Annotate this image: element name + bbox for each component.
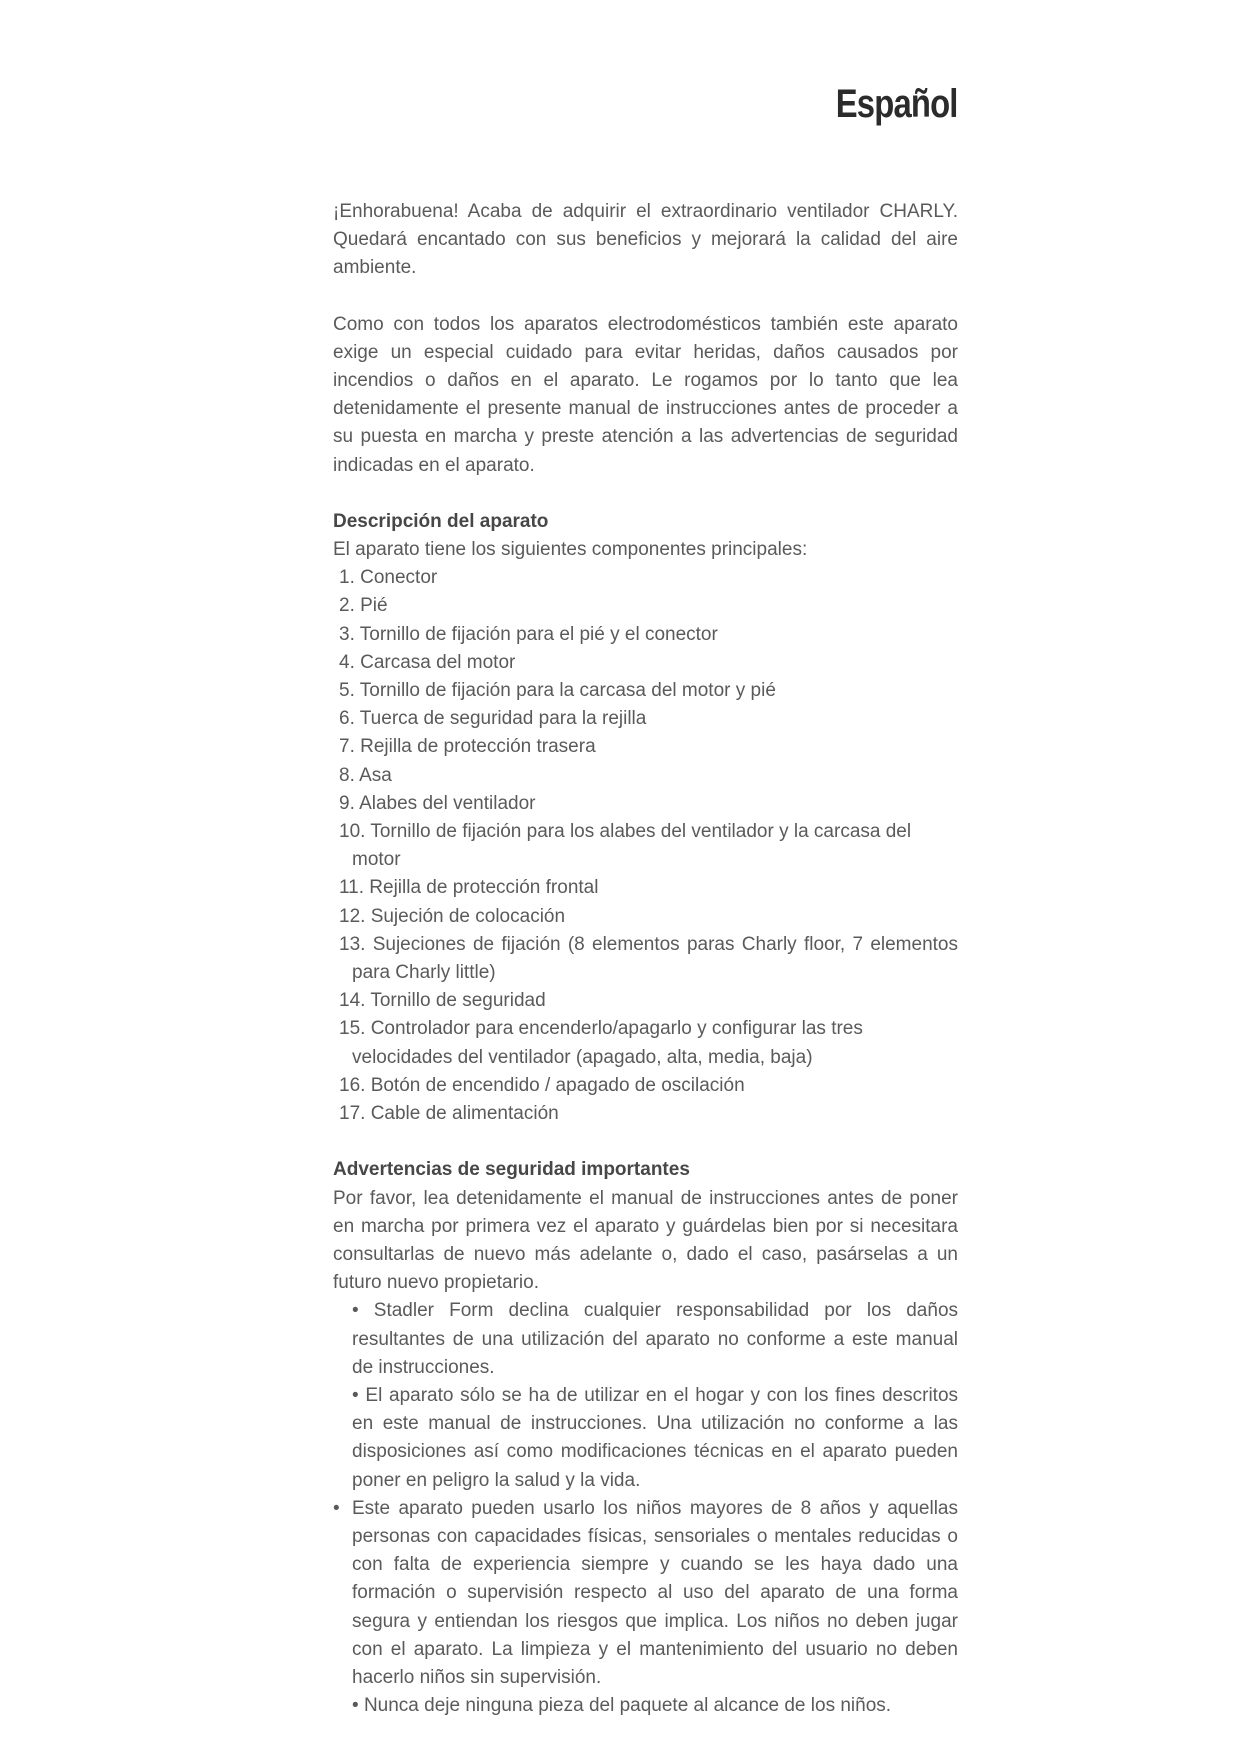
bullet-icon: • xyxy=(352,1384,359,1406)
bullet-icon: • xyxy=(352,1695,359,1717)
list-item: 14. Tornillo de seguridad xyxy=(339,990,546,1012)
bullet-text: Nunca deje ninguna pieza del paquete al alcance de los niños. xyxy=(363,1695,892,1717)
list-item: 15. Controlador para encenderlo/apagarlo y configurar las tres velocidades del ventilador (apagado, alta, media, baja) xyxy=(339,1018,863,1068)
list-item: 10. Tornillo de fijación para los alabes del ventilador y la carcasa del motor xyxy=(339,821,912,871)
bullet-icon: • xyxy=(333,1497,340,1519)
bullet-icon: • xyxy=(352,1300,359,1322)
components-list xyxy=(333,564,958,1128)
bullet-text: Stadler Form declina cualquier responsabilidad por los daños resultantes de una utilización del aparato no conforme a este manual de instrucciones. xyxy=(352,1300,959,1378)
main-content xyxy=(333,198,958,1720)
list-item: 17. Cable de alimentación xyxy=(339,1103,559,1125)
language-title: Español xyxy=(836,82,958,126)
list-item: 16. Botón de encendido / apagado de oscilación xyxy=(339,1074,745,1096)
safety-heading: Advertencias de seguridad importantes xyxy=(333,1159,690,1181)
safety-bullet xyxy=(333,1297,958,1382)
bullet-text: El aparato sólo se ha de utilizar en el hogar y con los fines descritos en este manual de instrucciones. Una utilización no conforme a las disposiciones así como modificaciones técnicas en el aparato pueden poner en peligro la salud y la vida. xyxy=(352,1384,959,1491)
list-item: 1. Conector xyxy=(339,567,438,589)
safety-bullet xyxy=(333,1382,958,1495)
safety-bullet xyxy=(333,1495,958,1692)
list-item: 5. Tornillo de fijación para la carcasa del motor y pié xyxy=(339,680,776,702)
description-heading: Descripción del aparato xyxy=(333,510,549,532)
intro-paragraph: ¡Enhorabuena! Acaba de adquirir el extraordinario ventilador CHARLY. Quedará encantado con sus beneficios y mejorará la calidad del aire ambiente. xyxy=(333,201,958,279)
list-item: 9. Alabes del ventilador xyxy=(339,792,536,814)
description-lead: El aparato tiene los siguientes componentes principales: xyxy=(333,539,808,561)
list-item: 13. Sujeciones de fijación (8 elementos paras Charly floor, 7 elementos para Charly little) xyxy=(339,933,958,984)
list-item: 2. Pié xyxy=(339,595,388,617)
bullet-text: Este aparato pueden usarlo los niños mayores de 8 años y aquellas personas con capacidades físicas, sensoriales o mentales reducidas o con falta de experiencia siempre y cuando se les haya dado una formación o supervisión respecto al uso del aparato de una forma segura y entiendan los riesgos que implica. Los niños no deben jugar con el aparato. La limpieza y el mantenimiento del usuario no deben hacerlo niños sin supervisión. xyxy=(352,1497,958,1688)
safety-lead: Por favor, lea detenidamente el manual de instrucciones antes de poner en marcha por primera vez el aparato y guárdelas bien por si necesitara consultarlas de nuevo más adelante o, dado el caso, pasárselas a un futuro nuevo propietario. xyxy=(333,1187,958,1294)
list-item: 8. Asa xyxy=(339,764,392,786)
safety-bullet xyxy=(333,1692,958,1720)
care-paragraph: Como con todos los aparatos electrodomésticos también este aparato exige un especial cuidado para evitar heridas, daños causados por incendios o daños en el aparato. Le rogamos por lo tanto que lea detenidamente el presente manual de instrucciones antes de proceder a su puesta en marcha y preste atención a las advertencias de seguridad indicadas en el aparato. xyxy=(333,313,958,476)
list-item: 7. Rejilla de protección trasera xyxy=(339,736,596,758)
list-item: 12. Sujeción de colocación xyxy=(339,905,566,927)
list-item: 3. Tornillo de fijación para el pié y el conector xyxy=(339,623,718,645)
list-item: 6. Tuerca de seguridad para la rejilla xyxy=(339,708,647,730)
list-item: 11. Rejilla de protección frontal xyxy=(339,877,599,899)
list-item: 4. Carcasa del motor xyxy=(339,651,516,673)
